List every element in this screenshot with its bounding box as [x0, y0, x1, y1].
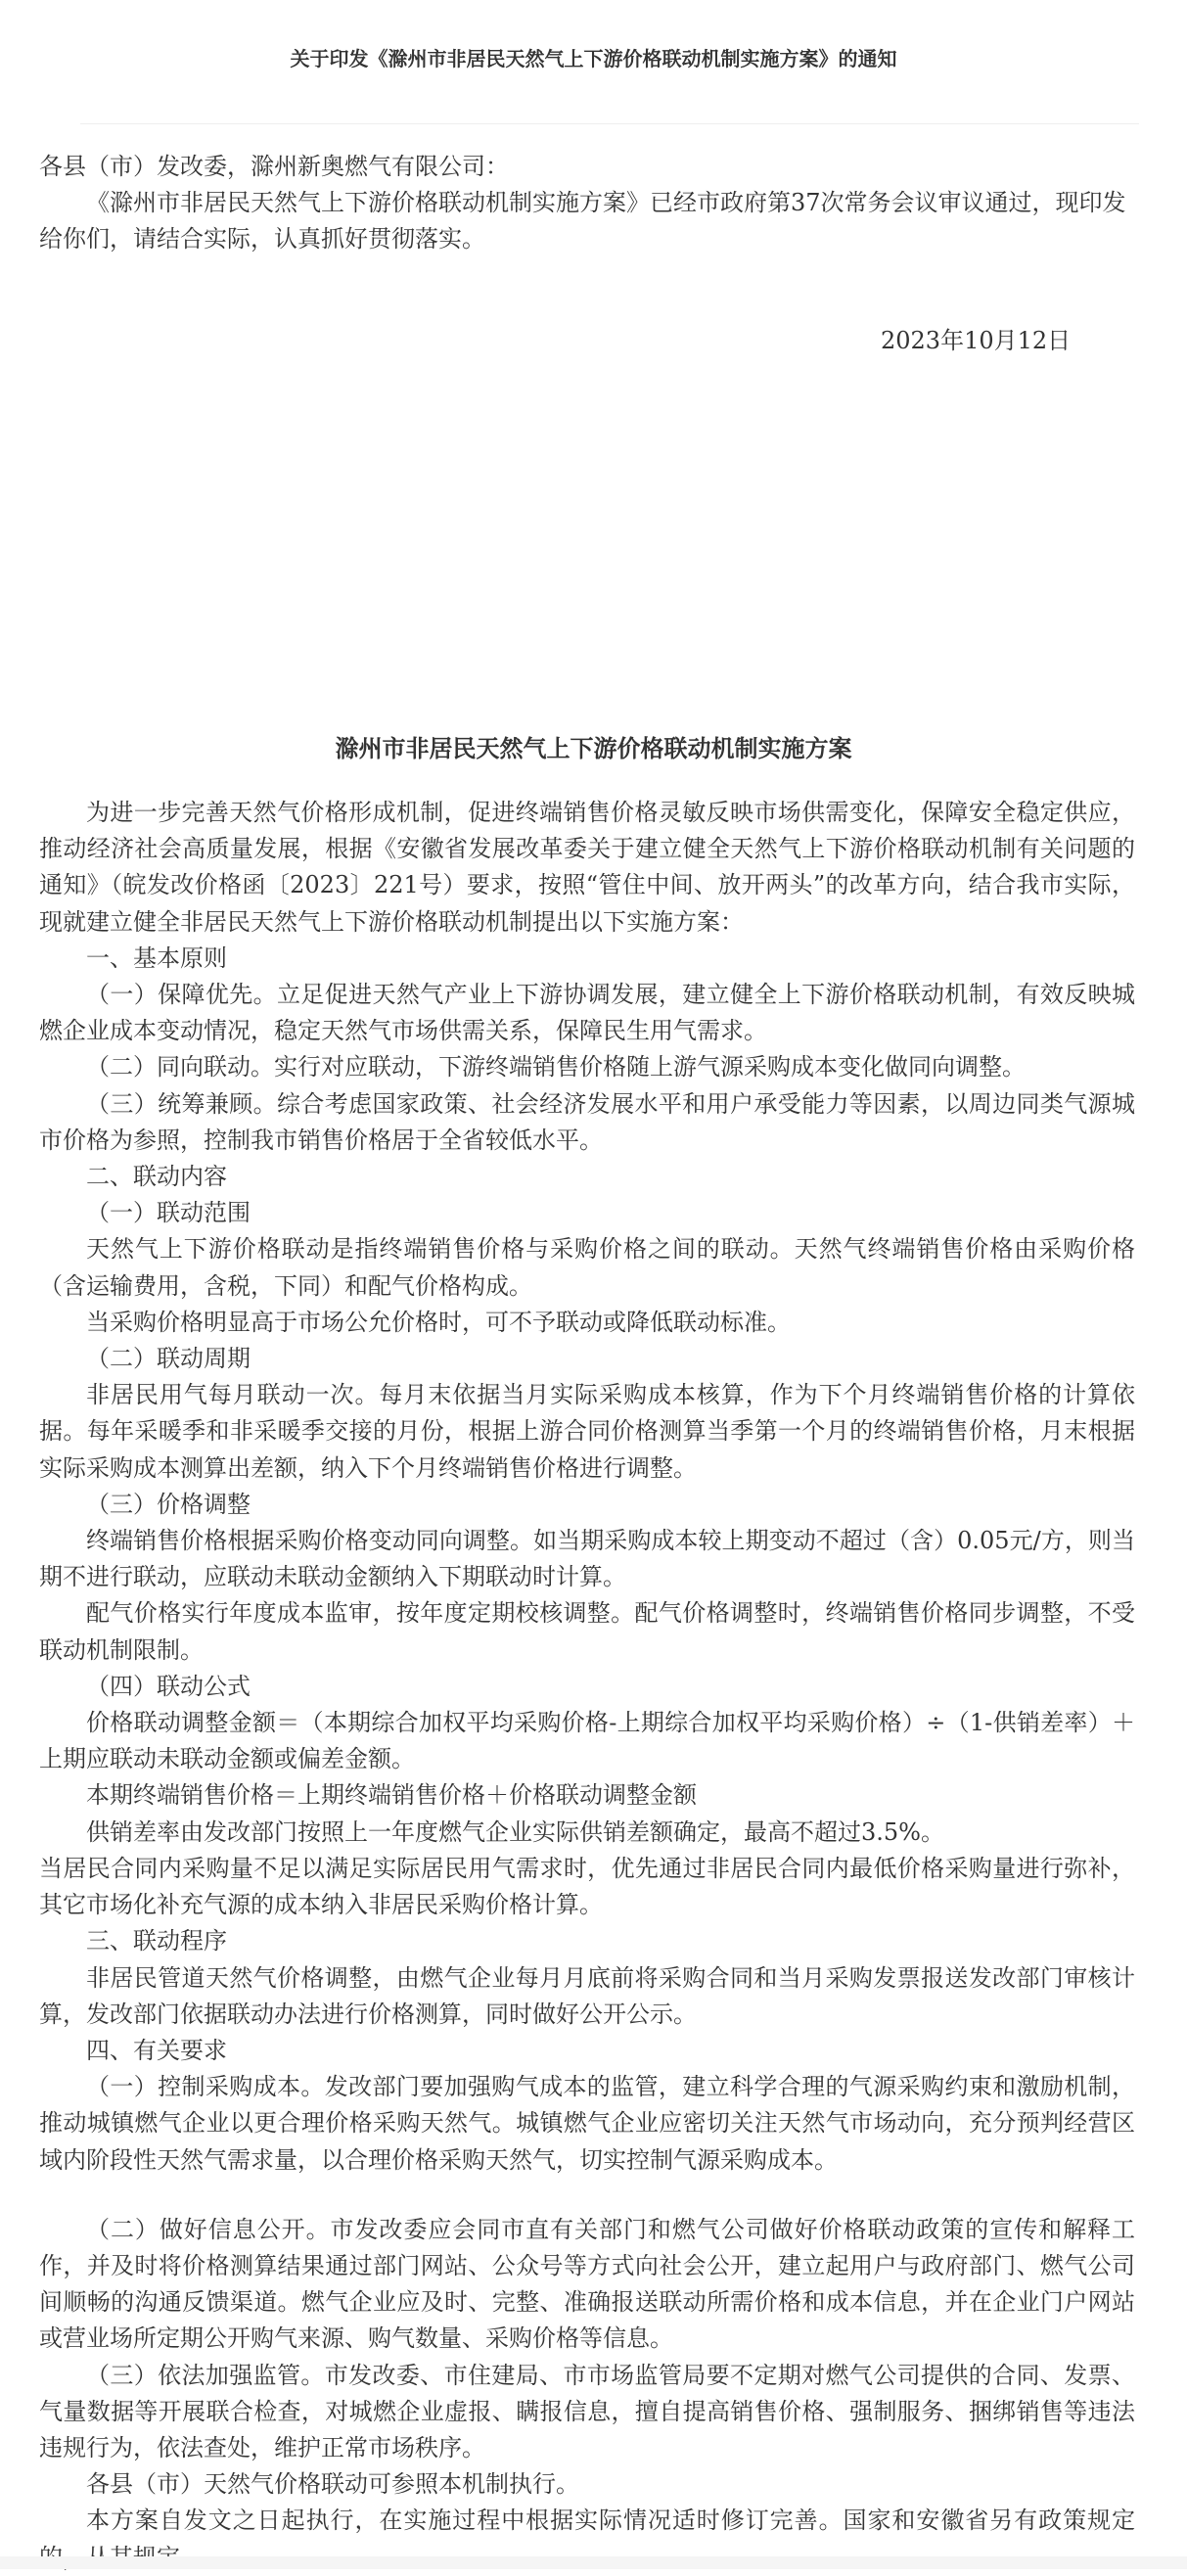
paragraph: （三）依法加强监管。市发改委、市住建局、市市场监管局要不定期对燃气公司提供的合同、发票、气量数据等开展联合检查，对城燃企业虚报、瞒报信息，擅自提高销售价格、强制服务、捆绑销售等违法违规行为，依法查处，维护正常市场秩序。 [39, 2361, 1135, 2461]
section-heading: 二、联动内容 [86, 1163, 227, 1191]
paragraph: 各县（市）天然气价格联动可参照本机制执行。 [86, 2470, 579, 2499]
notice-salutation: 各县（市）发改委，滁州新奥燃气有限公司： [39, 153, 509, 180]
paragraph: 非居民管道天然气价格调整，由燃气企业每月月底前将采购合同和当月采购发票报送发改部门审核计算，发改部门依据联动办法进行价格测算，同时做好公开公示。 [39, 1963, 1135, 2028]
subsection-heading: （四）联动公式 [86, 1672, 251, 1700]
paragraph: 非居民用气每月联动一次。每月末依据当月实际采购成本核算，作为下个月终端销售价格的计算依据。每年采暖季和非采暖季交接的月份，根据上游合同价格测算当季第一个月的终端销售价格，月末根据实际采购成本测算出差额，纳入下个月终端销售价格进行调整。 [39, 1381, 1135, 1482]
document-body [39, 795, 1135, 2576]
subsection-heading: （二）联动周期 [86, 1345, 251, 1373]
notice-content: 《滁州市非居民天然气上下游价格联动机制实施方案》已经市政府第37次常务会议审议通过，现印发给你们，请结合实际，认真抓好贯彻落实。 [39, 189, 1126, 253]
paragraph: （三）统筹兼顾。综合考虑国家政策、社会经济发展水平和用户承受能力等因素，以周边同类气源城市价格为参照，控制我市销售价格居于全省较低水平。 [39, 1089, 1135, 1154]
paragraph: 终端销售价格根据采购价格变动同向调整。如当期采购成本较上期变动不超过（含）0.05元/方，则当期不进行联动，应联动未联动金额纳入下期联动时计算。 [39, 1527, 1135, 1591]
paragraph: （二）同向联动。实行对应联动，下游终端销售价格随上游气源采购成本变化做同向调整。 [86, 1053, 1026, 1081]
paragraph: （一）保障优先。立足促进天然气产业上下游协调发展，建立健全上下游价格联动机制，有效反映城燃企业成本变动情况，稳定天然气市场供需关系，保障民生用气需求。 [39, 981, 1135, 1045]
paragraph: （一）控制采购成本。发改部门要加强购气成本的监管，建立科学合理的气源采购约束和激励机制，推动城镇燃气企业以更合理价格采购天然气。城镇燃气企业应密切关注天然气市场动向，充分预判经营区域内阶段性天然气需求量，以合理价格采购天然气，切实控制气源采购成本。 [39, 2073, 1135, 2174]
paragraph: 本期终端销售价格＝上期终端销售价格＋价格联动调整金额 [86, 1781, 697, 1810]
subsection-heading: （三）价格调整 [86, 1490, 251, 1518]
paragraph: 供销差率由发改部门按照上一年度燃气企业实际供销差额确定，最高不超过3.5%。 [86, 1817, 944, 1846]
section-heading: 三、联动程序 [86, 1927, 227, 1955]
paragraph: 天然气上下游价格联动是指终端销售价格与采购价格之间的联动。天然气终端销售价格由采购价格（含运输费用，含税，下同）和配气价格构成。 [39, 1235, 1135, 1300]
section-heading: 四、有关要求 [86, 2036, 227, 2064]
footer-bar [0, 2556, 1187, 2569]
notice-title: 关于印发《滁州市非居民天然气上下游价格联动机制实施方案》的通知 [290, 47, 897, 70]
subsection-heading: （一）联动范围 [86, 1199, 251, 1227]
paragraph: 价格联动调整金额＝（本期综合加权平均采购价格-上期综合加权平均采购价格）÷（1-供销差率）＋上期应联动未联动金额或偏差金额。 [39, 1709, 1135, 1773]
paragraph: 配气价格实行年度成本监审，按年度定期校核调整。配气价格调整时，终端销售价格同步调整，不受联动机制限制。 [39, 1599, 1135, 1664]
paragraph: 当居民合同内采购量不足以满足实际居民用气需求时，优先通过非居民合同内最低价格采购量进行弥补，其它市场化补充气源的成本纳入非居民采购价格计算。 [39, 1854, 1135, 1919]
paragraph: 为进一步完善天然气价格形成机制，促进终端销售价格灵敏反映市场供需变化，保障安全稳定供应，推动经济社会高质量发展，根据《安徽省发展改革委关于建立健全天然气上下游价格联动机制有关问题的通知》（皖发改价格函〔2023〕221号）要求，按照“管住中间、放开两头”的改革方向，结合我市实际，现就建立健全非居民天然气上下游价格联动机制提出以下实施方案： [39, 799, 1135, 936]
notice-body [39, 149, 1135, 257]
section-heading: 一、基本原则 [86, 943, 227, 972]
title-divider [80, 123, 1139, 124]
document-title: 滁州市非居民天然气上下游价格联动机制实施方案 [335, 735, 852, 762]
paragraph: （二）做好信息公开。市发改委应会同市直有关部门和燃气公司做好价格联动政策的宣传和解释工作，并及时将价格测算结果通过部门网站、公众号等方式向社会公开，建立起用户与政府部门、燃气公司间顺畅的沟通反馈渠道。燃气企业应及时、完整、准确报送联动所需价格和成本信息，并在企业门户网站或营业场所定期公开购气来源、购气数量、采购价格等信息。 [39, 2215, 1135, 2353]
notice-date: 2023年10月12日 [881, 327, 1072, 354]
paragraph: 本方案自发文之日起执行，在实施过程中根据实际情况适时修订完善。国家和安徽省另有政策规定 [86, 2507, 1135, 2535]
paragraph: 当采购价格明显高于市场公允价格时，可不予联动或降低联动标准。 [86, 1308, 791, 1336]
